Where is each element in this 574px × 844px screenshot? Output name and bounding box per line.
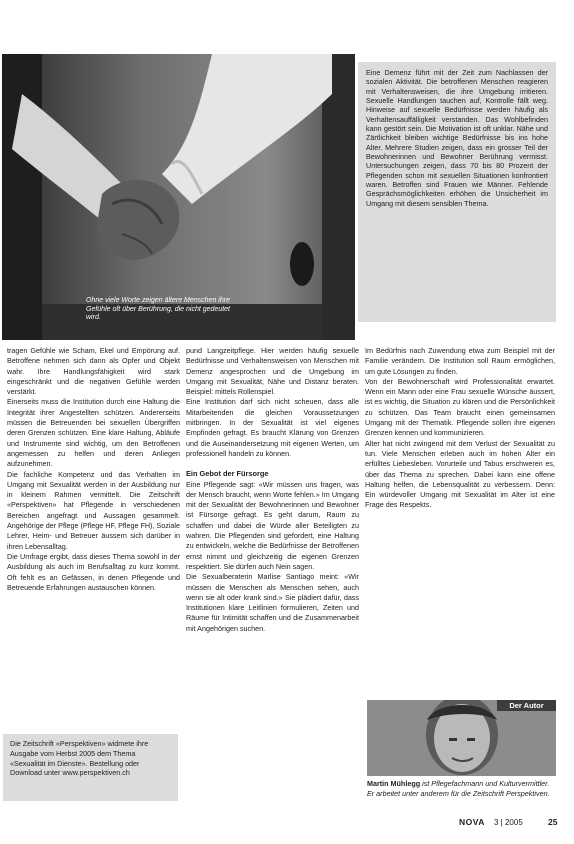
- paragraph: Im Bedürfnis nach Zuwendung etwa zum Beispiel mit der Familie verändern. Die Institution soll Raum ermöglichen, um gute Lösungen zu finden.: [365, 346, 555, 376]
- author-name: Martin Mühlegg: [367, 779, 421, 788]
- article-column-2: [186, 346, 359, 634]
- section-heading: Ein Gebot der Fürsorge: [186, 469, 269, 479]
- article-column-1: [7, 346, 180, 593]
- intro-box: Eine Demenz führt mit der Zeit zum Nachlassen der sozialen Aktivität. Die betroffenen Menschen reagieren mit Verhaltensweisen, die ihre Umgebung irritieren. Sexuelle Handlungen tauchen auf, Kontrolle fällt weg. Hinweise auf sexuelle Bedürfnisse werden häufig als Verhaltensauffälligkeit verstanden. Das Wohlbefinden kann gestört sein. Die Motivation ist oft unklar. Nähe und Zärtlichkeit bleiben wichtige Bedürfnisse bis ins hohe Alter. Mehrere Studien zeigen, dass ein grosser Teil der Bewohnerinnen und Bewohner Berührung vermisst. Untersuchungen zeigen, dass 70 bis 80 Prozent der Pflegenden schon mit sexuellen Situationen konfrontiert waren. Betroffen sind Frauen wie Männer. Fehlende Gesprächsmöglichkeiten erhöhen die Unsicherheit im Umgang mit diesem sensiblen Thema.: [358, 62, 556, 322]
- paragraph: Die Umfrage ergibt, dass dieses Thema sowohl in der Ausbildung als auch im Berufsalltag zu kurz kommt. Oft fehlt es an Gefässen, in denen Pflegende und Betreuende Erfahrungen austauschen können.: [7, 551, 180, 592]
- author-description: ist Pflegefachmann und Kulturvermittler. Er arbeitet unter anderem für die Zeitschrift Perspektiven.: [367, 779, 550, 798]
- paragraph: Die Sexualberaterin Marlise Santiago meint: «Wir müssen die Menschen als Menschen sehen, auch wenn sie alt oder krank sind.» Sie plädiert dafür, dass Institutionen klare Leitlinien formulieren, Zeiten und Räume für Intimität schaffen und die Zusammenarbeit mit Angehörigen suchen.: [186, 572, 359, 633]
- page-number: 25: [548, 817, 558, 827]
- author-caption: [367, 779, 557, 799]
- paragraph: tragen Gefühle wie Scham, Ekel und Empörung auf. Betroffene nehmen sich dann als Opfer und Objekt wahr. Ihre Handlungsfähigkeit wird stark eingeschränkt und die negativen Gefühle werden verstärkt.: [7, 346, 180, 397]
- paragraph: Alter hat nicht zwingend mit dem Verlust der Sexualität zu tun. Viele Menschen erleben auch im hohen Alter ein erfülltes Liebesleben. Vorurteile und Tabus erschweren es, über das Thema zu sprechen. Dabei kann eine offene Haltung helfen, die Lebensqualität zu verbessern. Denn: Ein würdevoller Umgang mit Sexualität im Alter ist eine Frage des Respekts.: [365, 438, 555, 510]
- magazine-name: NOVA: [459, 817, 485, 827]
- issue-number: 3 | 2005: [494, 818, 523, 827]
- author-photo: [367, 700, 556, 776]
- paragraph: Eine Institution darf sich nicht scheuen, dass alle Mitarbeitenden die gleichen Voraussetzungen mitbringen. In der Sexualität ist viel eigenes Empfinden gefragt. Es braucht Klärung von Grenzen und die Auseinandersetzung mit eigenen Werten, um professionell handeln zu können.: [186, 397, 359, 458]
- paragraph: Einerseits muss die Institution durch eine Haltung die Integrität ihrer Angestellten schützen. Andererseits müssen die Betreuenden bei sexuellen Übergriffen deren Grenzen schützen. Eine klare Haltung, Abläufe und Instrumente sind wichtig, um den Betroffenen angemessen zu helfen und deren Anliegen aufzunehmen.: [7, 397, 180, 469]
- paragraph: Die fachliche Kompetenz und das Verhalten im Umgang mit Sexualität werden in der Ausbildung nur in kleinem Rahmen vermittelt. Die Zeitschrift «Perspektiven» hat Pflegende in verschiedenen Bereichen angefragt und Aussagen gesammelt. Angehörige der Pflege (Pflege HF, Pflege FH), Soziale Lehrer, Heim- und Betreuer äussern sich darüber in ihren Lebensalltag.: [7, 469, 180, 551]
- reference-note-box: Die Zeitschrift «Perspektiven» widmete ihre Ausgabe vom Herbst 2005 dem Thema «Sexualität im Dienste». Bestellung oder Download unter www.perspektiven.ch: [3, 734, 178, 801]
- author-label: Der Autor: [497, 700, 556, 711]
- paragraph: Eine Pflegende sagt: «Wir müssen uns fragen, was der Mensch braucht, wenn Worte fehlen.» Im Umgang mit der Sexualität der Bewohnerinnen und Bewohner ist Fürsorge gefragt. Es geht darum, Raum zu schaffen und dabei die Würde aller Beteiligten zu wahren. Die Pflegenden sind gefordert, eine Haltung zu entwickeln, welche die Bedürfnisse der Betroffenen ernst nimmt und gleichzeitig die eigenen Grenzen respektiert. Sie dürfen auch Nein sagen.: [186, 479, 359, 571]
- paragraph: pund Langzeitpflege. Hier werden häufig sexuelle Bedürfnisse und Verhaltensweisen von Menschen mit Demenz angesprochen und die Umgebung im Umgang mit Sexualität, Nähe und Distanz beraten. Beispiel: mittels Rollenspiel.: [186, 346, 359, 397]
- article-column-3: [365, 346, 555, 511]
- paragraph: Von der Bewohnerschaft wird Professionalität erwartet. Wenn ein Mann oder eine Frau sexuelle Wünsche äussert, ist es wichtig, die Situation zu klären und die Persönlichkeit zu schützen. Das Team braucht einen gemeinsamen Umgang mit der Thematik. Pflegende sollen ihre eigenen Grenzen kennen und kommunizieren.: [365, 376, 555, 438]
- photo-caption: Ohne viele Worte zeigen ältere Menschen ihre Gefühle oft über Berührung, die nicht gedeutet wird.: [86, 297, 230, 321]
